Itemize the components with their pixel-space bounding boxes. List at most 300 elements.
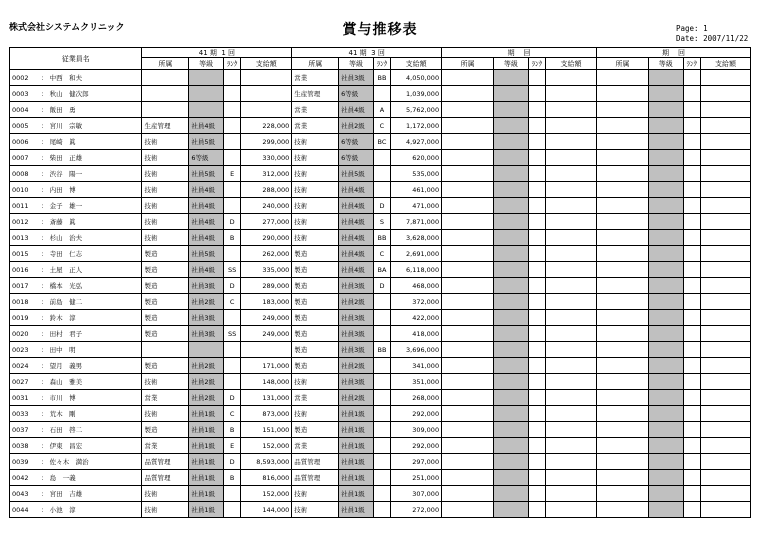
- table-row: [10, 246, 751, 262]
- group4-pay-cell: [700, 118, 750, 134]
- employee-name: 内田 博: [49, 185, 76, 194]
- group4-pay-cell: [700, 102, 750, 118]
- group2-grade-cell: 社員3級: [339, 70, 374, 86]
- group1-grade-cell: 社員1級: [189, 470, 224, 486]
- group4-grade-cell: [648, 182, 683, 198]
- group3-pay-cell: [546, 262, 597, 278]
- group4-grade-header: 等級: [648, 58, 683, 70]
- table-row: [10, 406, 751, 422]
- group4-grade-cell: [648, 486, 683, 502]
- group3-dept-cell: [442, 486, 494, 502]
- group4-dept-cell: [597, 278, 649, 294]
- group4-pay-cell: [700, 326, 750, 342]
- group1-dept-cell: 技術: [142, 406, 189, 422]
- group4-dept-cell: [597, 198, 649, 214]
- group4-pay-cell: [700, 422, 750, 438]
- employee-cell: 0018 ： 前島 健二: [10, 294, 142, 310]
- group1-rank-cell: C: [223, 406, 240, 422]
- group3-dept-cell: [442, 102, 494, 118]
- group1-grade-cell: 社員2級: [189, 374, 224, 390]
- group2-pay-cell: 272,000: [391, 502, 442, 518]
- group1-rank-cell: [223, 486, 240, 502]
- group1-grade-cell: 社員4級: [189, 118, 224, 134]
- group3-grade-cell: [494, 262, 529, 278]
- group3-pay-cell: [546, 502, 597, 518]
- group3-pay-cell: [546, 118, 597, 134]
- group3-period: 期: [507, 48, 515, 57]
- employee-cell: 0023 ： 田中 明: [10, 342, 142, 358]
- group1-grade-cell: 社員4級: [189, 198, 224, 214]
- group4-pay-cell: [700, 214, 750, 230]
- group2-grade-cell: 社員4級: [339, 230, 374, 246]
- group2-rank-cell: BB: [373, 342, 390, 358]
- group4-rank-cell: [683, 454, 700, 470]
- employee-code: 0002: [12, 73, 29, 82]
- group4-dept-cell: [597, 374, 649, 390]
- group2-dept-cell: 営業: [292, 118, 339, 134]
- group3-grade-cell: [494, 118, 529, 134]
- employee-name: 田村 君子: [49, 329, 83, 338]
- group4-pay-cell: [700, 438, 750, 454]
- group4-dept-cell: [597, 326, 649, 342]
- group4-grade-cell: [648, 438, 683, 454]
- table-row: [10, 86, 751, 102]
- employee-code: 0024: [12, 361, 29, 370]
- group4-grade-cell: [648, 166, 683, 182]
- group3-grade-cell: [494, 502, 529, 518]
- group3-pay-cell: [546, 406, 597, 422]
- group1-dept-cell: [142, 86, 189, 102]
- table-row: [10, 310, 751, 326]
- employee-name: 飯田 勇: [49, 105, 76, 114]
- group3-pay-cell: [546, 470, 597, 486]
- group1-rank-cell: [223, 70, 240, 86]
- group2-pay-cell: 3,696,000: [391, 342, 442, 358]
- group2-dept-cell: 製造: [292, 342, 339, 358]
- group4-grade-cell: [648, 230, 683, 246]
- group4-pay-cell: [700, 486, 750, 502]
- group1-dept-header: 所属: [142, 58, 189, 70]
- group1-rank-cell: [223, 502, 240, 518]
- group4-rank-cell: [683, 150, 700, 166]
- group2-pay-cell: 1,172,000: [391, 118, 442, 134]
- group2-grade-cell: 社員4級: [339, 102, 374, 118]
- group2-rank-cell: [373, 326, 390, 342]
- group2-grade-cell: 6等級: [339, 150, 374, 166]
- report-meta: [676, 24, 748, 44]
- group1-dept-cell: 製造: [142, 262, 189, 278]
- employee-name-header: 従業員名: [10, 48, 142, 70]
- group2-grade-cell: 社員1級: [339, 502, 374, 518]
- group2-dept-cell: 技術: [292, 374, 339, 390]
- group1-grade-header: 等級: [189, 58, 224, 70]
- group2-pay-cell: 7,871,000: [391, 214, 442, 230]
- group2-grade-cell: 社員3級: [339, 278, 374, 294]
- group2-rank-cell: [373, 406, 390, 422]
- group3-dept-cell: [442, 454, 494, 470]
- group1-grade-cell: 社員1級: [189, 502, 224, 518]
- group1-dept-cell: 製造: [142, 294, 189, 310]
- group2-pay-cell: 471,000: [391, 198, 442, 214]
- group2-dept-cell: 技術: [292, 214, 339, 230]
- group2-pay-cell: 351,000: [391, 374, 442, 390]
- group1-pay-cell: 289,000: [241, 278, 292, 294]
- employee-name: 柴田 正雄: [49, 153, 83, 162]
- group2-grade-cell: 社員2級: [339, 294, 374, 310]
- group2-pay-cell: 1,039,000: [391, 86, 442, 102]
- group3-dept-cell: [442, 150, 494, 166]
- group1-pay-cell: 131,000: [241, 390, 292, 406]
- group3-rank-cell: [528, 214, 545, 230]
- group4-rank-cell: [683, 342, 700, 358]
- group1-rank-cell: SS: [223, 326, 240, 342]
- group1-dept-cell: [142, 102, 189, 118]
- group4-rank-cell: [683, 182, 700, 198]
- table-row: [10, 262, 751, 278]
- group4-dept-cell: [597, 454, 649, 470]
- group1-rank-cell: [223, 246, 240, 262]
- employee-code: 0023: [12, 345, 29, 354]
- group1-grade-cell: [189, 342, 224, 358]
- group4-dept-cell: [597, 214, 649, 230]
- group4-grade-cell: [648, 150, 683, 166]
- group4-grade-cell: [648, 390, 683, 406]
- group1-dept-cell: 製造: [142, 358, 189, 374]
- group2-rank-cell: [373, 502, 390, 518]
- employee-cell: 0037 ： 石田 啓二: [10, 422, 142, 438]
- group4-rank-cell: [683, 102, 700, 118]
- group1-rank-cell: E: [223, 438, 240, 454]
- group3-grade-cell: [494, 246, 529, 262]
- group1-grade-cell: 社員4級: [189, 262, 224, 278]
- group2-dept-cell: 品質管理: [292, 470, 339, 486]
- group4-rank-cell: [683, 374, 700, 390]
- group2-header: [292, 48, 442, 58]
- group2-dept-cell: 技術: [292, 406, 339, 422]
- group2-pay-cell: 292,000: [391, 406, 442, 422]
- group1-pay-header: 支給額: [241, 58, 292, 70]
- period-header-row: [10, 48, 751, 58]
- group1-dept-cell: 技術: [142, 502, 189, 518]
- group2-pay-cell: 5,762,000: [391, 102, 442, 118]
- group1-dept-cell: 営業: [142, 438, 189, 454]
- group1-grade-cell: 6等級: [189, 150, 224, 166]
- group3-dept-cell: [442, 198, 494, 214]
- employee-code: 0042: [12, 473, 29, 482]
- table-row: [10, 342, 751, 358]
- group4-dept-cell: [597, 166, 649, 182]
- employee-name: 佐々木 満治: [49, 457, 89, 466]
- group2-grade-cell: 社員1級: [339, 422, 374, 438]
- group1-rank-cell: D: [223, 390, 240, 406]
- group2-dept-cell: 技術: [292, 486, 339, 502]
- employee-code: 0012: [12, 217, 29, 226]
- group4-grade-cell: [648, 262, 683, 278]
- group3-pay-cell: [546, 86, 597, 102]
- group1-dept-cell: [142, 342, 189, 358]
- employee-cell: 0013 ： 杉山 治夫: [10, 230, 142, 246]
- employee-cell: 0005 ： 宮川 宗敏: [10, 118, 142, 134]
- group1-grade-cell: 社員1級: [189, 438, 224, 454]
- group3-grade-cell: [494, 342, 529, 358]
- table-row: [10, 214, 751, 230]
- group4-pay-cell: [700, 134, 750, 150]
- group3-grade-cell: [494, 374, 529, 390]
- group1-pay-cell: [241, 102, 292, 118]
- group3-pay-cell: [546, 198, 597, 214]
- group1-rank-cell: C: [223, 294, 240, 310]
- employee-code: 0020: [12, 329, 29, 338]
- employee-code: 0043: [12, 489, 29, 498]
- report-date: Date: 2007/11/22: [676, 34, 749, 43]
- group4-dept-cell: [597, 86, 649, 102]
- group4-grade-cell: [648, 406, 683, 422]
- employee-name: 小池 淳: [49, 505, 76, 514]
- group4-dept-cell: [597, 422, 649, 438]
- group1-pay-cell: 152,000: [241, 486, 292, 502]
- group2-dept-cell: 製造: [292, 262, 339, 278]
- group3-dept-cell: [442, 166, 494, 182]
- group4-rank-cell: [683, 326, 700, 342]
- group3-dept-cell: [442, 390, 494, 406]
- group1-dept-cell: 製造: [142, 246, 189, 262]
- group4-rank-cell: [683, 310, 700, 326]
- group2-pay-cell: 4,927,000: [391, 134, 442, 150]
- group4-header: [597, 48, 751, 58]
- group3-pay-cell: [546, 102, 597, 118]
- group3-pay-cell: [546, 214, 597, 230]
- group2-pay-cell: 307,000: [391, 486, 442, 502]
- group4-dept-cell: [597, 486, 649, 502]
- group3-pay-cell: [546, 134, 597, 150]
- employee-code: 0005: [12, 121, 29, 130]
- group4-rank-cell: [683, 470, 700, 486]
- group4-pay-cell: [700, 278, 750, 294]
- group1-pay-cell: 144,000: [241, 502, 292, 518]
- group1-rank-cell: [223, 198, 240, 214]
- group3-rank-cell: [528, 358, 545, 374]
- employee-code: 0013: [12, 233, 29, 242]
- group1-pay-cell: [241, 86, 292, 102]
- group1-grade-cell: 社員5級: [189, 134, 224, 150]
- group1-dept-cell: 製造: [142, 310, 189, 326]
- group2-rank-cell: [373, 294, 390, 310]
- group3-rank-cell: [528, 406, 545, 422]
- group1-dept-cell: 製造: [142, 422, 189, 438]
- group3-pay-cell: [546, 390, 597, 406]
- group4-grade-cell: [648, 502, 683, 518]
- employee-name: 中西 和夫: [49, 73, 83, 82]
- group1-pay-cell: 262,000: [241, 246, 292, 262]
- group2-pay-cell: 468,000: [391, 278, 442, 294]
- employee-code: 0019: [12, 313, 29, 322]
- group1-grade-cell: 社員3級: [189, 326, 224, 342]
- group1-grade-cell: [189, 70, 224, 86]
- group4-dept-cell: [597, 342, 649, 358]
- employee-cell: 0043 ： 宮田 吉雄: [10, 486, 142, 502]
- employee-code: 0017: [12, 281, 29, 290]
- group2-pay-cell: 292,000: [391, 438, 442, 454]
- group2-pay-cell: 620,000: [391, 150, 442, 166]
- group1-pay-cell: 148,000: [241, 374, 292, 390]
- employee-code: 0027: [12, 377, 29, 386]
- group1-pay-cell: 873,000: [241, 406, 292, 422]
- group4-dept-cell: [597, 230, 649, 246]
- group2-grade-cell: 社員1級: [339, 470, 374, 486]
- group4-rank-cell: [683, 278, 700, 294]
- group3-grade-cell: [494, 214, 529, 230]
- group2-dept-cell: 製造: [292, 326, 339, 342]
- group1-rank-cell: [223, 134, 240, 150]
- group3-dept-cell: [442, 262, 494, 278]
- group2-rank-cell: [373, 166, 390, 182]
- table-body: [10, 70, 751, 518]
- group4-rank-cell: [683, 502, 700, 518]
- group1-rank-header: ﾗﾝｸ: [223, 58, 240, 70]
- group2-dept-cell: 製造: [292, 278, 339, 294]
- group3-rank-cell: [528, 246, 545, 262]
- group4-pay-cell: [700, 246, 750, 262]
- group2-rank-cell: [373, 454, 390, 470]
- group1-pay-cell: 152,000: [241, 438, 292, 454]
- employee-name: 宮田 吉雄: [49, 489, 83, 498]
- group1-rank-cell: B: [223, 470, 240, 486]
- employee-code: 0011: [12, 201, 29, 210]
- group3-grade-cell: [494, 326, 529, 342]
- group1-pay-cell: [241, 342, 292, 358]
- table-row: [10, 294, 751, 310]
- group2-dept-cell: 品質管理: [292, 454, 339, 470]
- group4-dept-cell: [597, 438, 649, 454]
- group2-grade-cell: 社員1級: [339, 438, 374, 454]
- table-row: [10, 454, 751, 470]
- group3-dept-cell: [442, 358, 494, 374]
- group4-rank-cell: [683, 438, 700, 454]
- group4-rank-cell: [683, 134, 700, 150]
- group3-pay-cell: [546, 278, 597, 294]
- group4-grade-cell: [648, 470, 683, 486]
- group3-dept-cell: [442, 118, 494, 134]
- employee-code: 0037: [12, 425, 29, 434]
- employee-code: 0015: [12, 249, 29, 258]
- group4-grade-cell: [648, 214, 683, 230]
- group2-rank-cell: D: [373, 278, 390, 294]
- employee-cell: 0015 ： 寺田 仁志: [10, 246, 142, 262]
- group2-grade-cell: 社員4級: [339, 214, 374, 230]
- group3-grade-cell: [494, 294, 529, 310]
- employee-code: 0031: [12, 393, 29, 402]
- employee-name: 土屋 正人: [49, 265, 83, 274]
- group2-pay-cell: 418,000: [391, 326, 442, 342]
- employee-name: 島 一義: [49, 473, 76, 482]
- employee-name: 橋本 光弘: [49, 281, 83, 290]
- group3-dept-cell: [442, 502, 494, 518]
- employee-cell: 0031 ： 市川 博: [10, 390, 142, 406]
- employee-code: 0010: [12, 185, 29, 194]
- group4-grade-cell: [648, 422, 683, 438]
- group3-pay-cell: [546, 230, 597, 246]
- group3-pay-cell: [546, 438, 597, 454]
- employee-cell: 0024 ： 望月 義男: [10, 358, 142, 374]
- group4-pay-cell: [700, 342, 750, 358]
- group1-dept-cell: 品質管理: [142, 470, 189, 486]
- group2-pay-cell: 341,000: [391, 358, 442, 374]
- group4-rank-header: ﾗﾝｸ: [683, 58, 700, 70]
- employee-code: 0007: [12, 153, 29, 162]
- employee-code: 0004: [12, 105, 29, 114]
- group4-grade-cell: [648, 326, 683, 342]
- group3-dept-cell: [442, 86, 494, 102]
- group3-dept-cell: [442, 422, 494, 438]
- group2-dept-cell: 営業: [292, 438, 339, 454]
- group2-rank-cell: C: [373, 118, 390, 134]
- group1-rank-cell: [223, 102, 240, 118]
- group3-count: 回: [523, 48, 531, 57]
- group3-rank-cell: [528, 470, 545, 486]
- group3-rank-cell: [528, 502, 545, 518]
- group4-dept-cell: [597, 262, 649, 278]
- page-number: Page: 1: [676, 24, 708, 33]
- group4-grade-cell: [648, 278, 683, 294]
- table-row: [10, 134, 751, 150]
- group4-rank-cell: [683, 70, 700, 86]
- group3-rank-cell: [528, 390, 545, 406]
- group4-rank-cell: [683, 486, 700, 502]
- group3-grade-cell: [494, 102, 529, 118]
- group3-grade-cell: [494, 86, 529, 102]
- group2-grade-cell: 社員1級: [339, 454, 374, 470]
- group3-dept-cell: [442, 246, 494, 262]
- group4-period: 期: [662, 48, 670, 57]
- group3-rank-cell: [528, 342, 545, 358]
- group4-pay-cell: [700, 166, 750, 182]
- group3-pay-cell: [546, 326, 597, 342]
- group1-pay-cell: 312,000: [241, 166, 292, 182]
- employee-name: 望月 義男: [49, 361, 83, 370]
- group4-grade-cell: [648, 246, 683, 262]
- group3-rank-cell: [528, 86, 545, 102]
- group1-rank-cell: [223, 310, 240, 326]
- group1-dept-cell: 品質管理: [142, 454, 189, 470]
- group3-dept-cell: [442, 342, 494, 358]
- group4-dept-cell: [597, 390, 649, 406]
- group2-rank-cell: [373, 390, 390, 406]
- group3-grade-cell: [494, 310, 529, 326]
- group2-pay-cell: 251,000: [391, 470, 442, 486]
- group2-dept-cell: 製造: [292, 422, 339, 438]
- group4-pay-cell: [700, 230, 750, 246]
- employee-name: 秋山 健次郎: [49, 89, 89, 98]
- group4-rank-cell: [683, 230, 700, 246]
- group2-dept-cell: 製造: [292, 294, 339, 310]
- group1-dept-cell: 営業: [142, 390, 189, 406]
- group2-rank-cell: BB: [373, 230, 390, 246]
- group4-rank-cell: [683, 262, 700, 278]
- group2-dept-cell: 製造: [292, 310, 339, 326]
- group2-rank-cell: [373, 182, 390, 198]
- group3-dept-cell: [442, 326, 494, 342]
- group2-pay-cell: 535,000: [391, 166, 442, 182]
- group3-rank-cell: [528, 262, 545, 278]
- employee-code: 0003: [12, 89, 29, 98]
- group3-rank-cell: [528, 118, 545, 134]
- group4-dept-cell: [597, 502, 649, 518]
- group4-grade-cell: [648, 70, 683, 86]
- group2-dept-cell: 製造: [292, 246, 339, 262]
- group1-period: 41 期: [198, 48, 217, 57]
- group1-pay-cell: 816,000: [241, 470, 292, 486]
- group1-dept-cell: 技術: [142, 374, 189, 390]
